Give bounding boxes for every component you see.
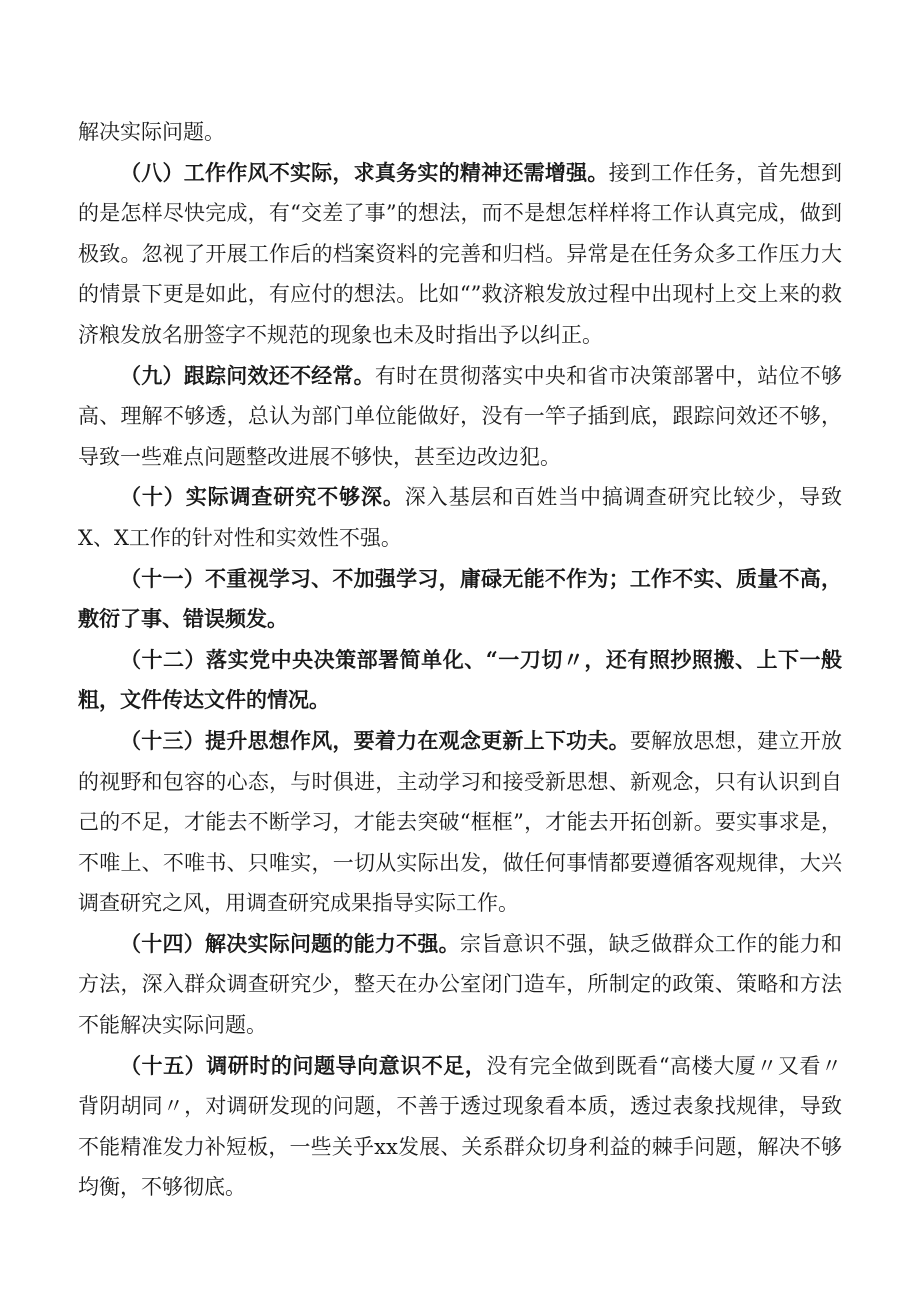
paragraph-9	[78, 356, 842, 478]
document-body	[78, 112, 842, 1208]
paragraph-text: 没有完全做到既看“高楼大厦〃又看〃背阴胡同〃，对调研发现的问题，不善于透过现象看本质，透过表象找规律，导致不能精准发力补短板，一些关乎xx发展、关系群众切身利益的棘手问题，解决不够均衡，不够彻底。	[78, 1053, 843, 1200]
paragraph-heading: （九）跟踪问效还不经常。	[120, 362, 375, 388]
paragraph-8	[78, 153, 842, 356]
paragraph-text: 解决实际问题。	[78, 120, 225, 144]
paragraph-text: 深入基层和百姓当中搞调查研究比较少，导致X、X工作的针对性和实效性不强。	[78, 485, 842, 550]
paragraph-continuation	[78, 112, 842, 153]
paragraph-heading: （十）实际调查研究不够深。	[120, 484, 405, 510]
paragraph-text: 接到工作任务，首先想到的是怎样尽快完成，有“交差了事”的想法，而不是想怎样样将工作认真完成，做到极致。忽视了开展工作后的档案资料的完善和归档。异常是在任务众多工作压力大的情景下更是如此，有应付的想法。比如“”救济粮发放过程中出现村上交上来的救济粮发放名册签字不规范的现象也未及时指出予以纠正。	[78, 160, 843, 347]
paragraph-13	[78, 721, 842, 924]
paragraph-heading: （十四）解决实际问题的能力不强。	[120, 930, 460, 956]
paragraph-text: 要解放思想，建立开放的视野和包容的心态，与时俱进，主动学习和接受新思想、新观念，只有认识到自己的不足，才能去不断学习，才能去突破“框框”，才能去开拓创新。要实事求是，不唯上、不唯书、只唯实，一切从实际出发，做任何事情都要遵循客观规律，大兴调查研究之风，用调查研究成果指导实际工作。	[78, 728, 843, 916]
paragraph-text: 有时在贯彻落实中央和省市决策部署中，站位不够高、理解不够透，总认为部门单位能做好，没有一竿子插到底，跟踪问效还不够，导致一些难点问题整改进展不够快，甚至边改边犯。	[78, 363, 843, 469]
paragraph-15	[78, 1046, 842, 1208]
paragraph-heading: （十三）提升思想作风，要着力在观念更新上下功夫。	[120, 727, 630, 753]
paragraph-heading: （十二）落实党中央决策部署简单化、“一刀切〃，还有照抄照搬、上下一般粗，文件传达文件的情况。	[78, 646, 842, 713]
paragraph-heading: （十五）调研时的问题导向意识不足，	[120, 1052, 487, 1078]
paragraph-heading: （八）工作作风不实际，求真务实的精神还需增强。	[120, 159, 609, 185]
paragraph-10	[78, 477, 842, 558]
paragraph-text: 宗旨意识不强，缺乏做群众工作的能力和方法，深入群众调查研究少，整天在办公室闭门造车，所制定的政策、策略和方法不能解决实际问题。	[78, 931, 843, 1038]
paragraph-heading: （十一）不重视学习、不加强学习，庸碌无能不作为；工作不实、质量不高，敷衍了事、错误频发。	[78, 565, 842, 632]
paragraph-12	[78, 640, 842, 721]
paragraph-11	[78, 559, 842, 640]
paragraph-14	[78, 924, 842, 1046]
